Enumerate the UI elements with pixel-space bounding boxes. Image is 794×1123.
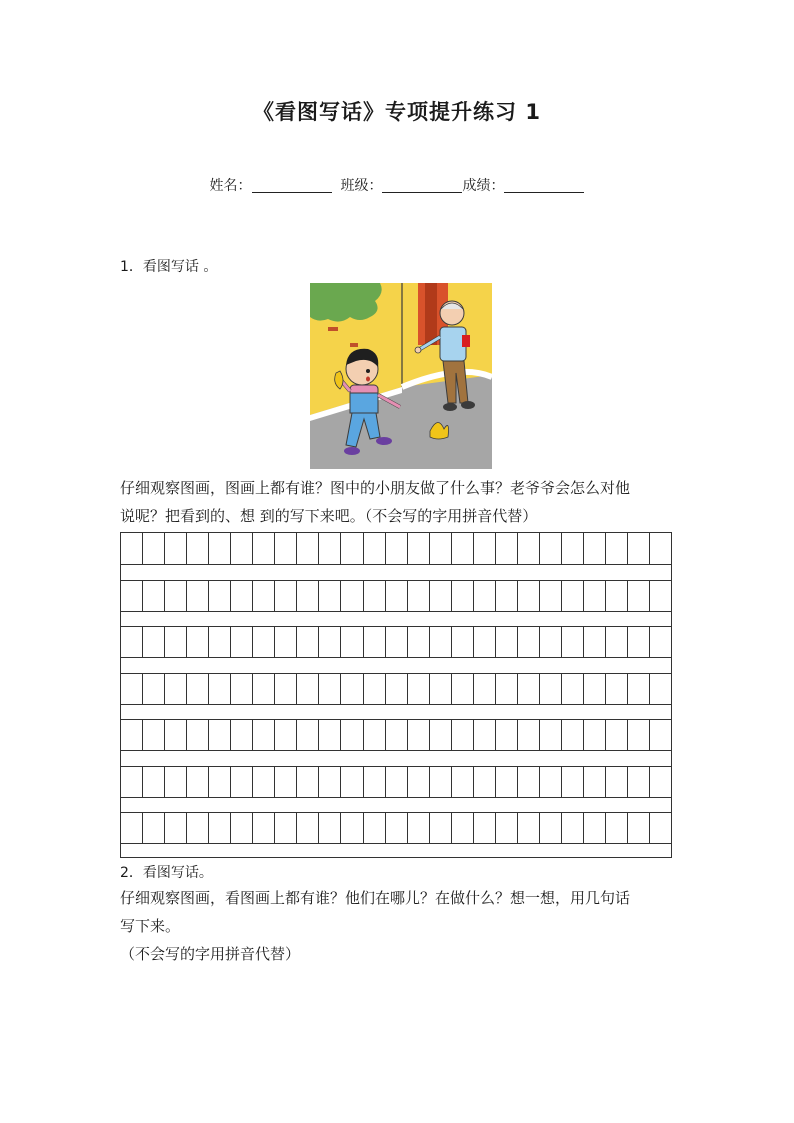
grid-cell[interactable]	[231, 581, 253, 611]
scene-illustration	[310, 283, 492, 469]
grid-cell[interactable]	[319, 674, 341, 704]
grid-cell[interactable]	[628, 627, 650, 657]
grid-cell[interactable]	[584, 720, 606, 750]
grid-cell[interactable]	[143, 627, 165, 657]
grid-cell[interactable]	[121, 627, 143, 657]
grid-cell[interactable]	[231, 627, 253, 657]
grid-cell[interactable]	[165, 581, 187, 611]
grid-cell[interactable]	[253, 720, 275, 750]
grid-cell[interactable]	[452, 767, 474, 797]
grid-cell[interactable]	[562, 533, 584, 564]
grid-cell[interactable]	[518, 813, 540, 843]
grid-cell[interactable]	[386, 533, 408, 564]
grid-cell[interactable]	[518, 720, 540, 750]
grid-cell[interactable]	[496, 767, 518, 797]
grid-cell[interactable]	[209, 813, 231, 843]
grid-cell[interactable]	[496, 627, 518, 657]
class-label: 班级：	[340, 178, 383, 194]
grid-cell[interactable]	[430, 767, 452, 797]
grid-cell[interactable]	[628, 767, 650, 797]
grid-cell[interactable]	[452, 533, 474, 564]
grid-cell[interactable]	[319, 813, 341, 843]
score-label: 成绩：	[462, 178, 505, 194]
grid-cell[interactable]	[628, 720, 650, 750]
grid-cell[interactable]	[584, 813, 606, 843]
grid-cell[interactable]	[606, 767, 628, 797]
prompt-line: 仔细观察图画，图画上都有谁？图中的小朋友做了什么事？老爷爷会怎么对他	[120, 479, 631, 497]
grid-cell[interactable]	[275, 627, 297, 657]
grid-cell[interactable]	[540, 674, 562, 704]
grid-cell[interactable]	[518, 767, 540, 797]
page-title: 《看图写话》专项提升练习 1	[253, 100, 541, 124]
grid-cell[interactable]	[231, 533, 253, 564]
name-field[interactable]	[252, 178, 332, 193]
grid-cell[interactable]	[231, 813, 253, 843]
grid-cell[interactable]	[297, 533, 319, 564]
grid-cell[interactable]	[319, 767, 341, 797]
grid-cell[interactable]	[540, 533, 562, 564]
grid-cell[interactable]	[341, 674, 363, 704]
prompt-line: 仔细观察图画，看图画上都有谁？他们在哪儿？在做什么？想一想，用几句话	[120, 889, 631, 907]
grid-cell[interactable]	[209, 767, 231, 797]
grid-cell[interactable]	[297, 813, 319, 843]
grid-cell[interactable]	[496, 581, 518, 611]
grid-cell[interactable]	[253, 813, 275, 843]
grid-cell[interactable]	[253, 581, 275, 611]
grid-cell[interactable]	[540, 767, 562, 797]
grid-cell[interactable]	[319, 627, 341, 657]
grid-cell[interactable]	[386, 767, 408, 797]
grid-cell[interactable]	[143, 813, 165, 843]
grid-cell[interactable]	[606, 627, 628, 657]
grid-cell[interactable]	[209, 627, 231, 657]
grid-cell[interactable]	[275, 674, 297, 704]
grid-cell[interactable]	[187, 720, 209, 750]
grid-cell[interactable]	[143, 720, 165, 750]
grid-cell[interactable]	[518, 674, 540, 704]
grid-row[interactable]	[121, 580, 671, 612]
grid-cell[interactable]	[253, 533, 275, 564]
grid-cell[interactable]	[474, 720, 496, 750]
grid-cell[interactable]	[584, 674, 606, 704]
grid-cell[interactable]	[319, 720, 341, 750]
grid-cell[interactable]	[121, 533, 143, 564]
grid-cell[interactable]	[275, 581, 297, 611]
grid-cell[interactable]	[606, 533, 628, 564]
grid-cell[interactable]	[341, 813, 363, 843]
grid-cell[interactable]	[364, 674, 386, 704]
grid-cell[interactable]	[540, 813, 562, 843]
grid-cell[interactable]	[231, 767, 253, 797]
prompt-line: 写下来。	[120, 917, 181, 935]
grid-cell[interactable]	[143, 674, 165, 704]
grid-cell[interactable]	[121, 720, 143, 750]
grid-cell[interactable]	[165, 627, 187, 657]
grid-cell[interactable]	[275, 720, 297, 750]
grid-cell[interactable]	[496, 813, 518, 843]
grid-cell[interactable]	[430, 533, 452, 564]
grid-cell[interactable]	[341, 533, 363, 564]
grid-cell[interactable]	[430, 720, 452, 750]
grid-cell[interactable]	[187, 767, 209, 797]
grid-cell[interactable]	[187, 533, 209, 564]
grid-cell[interactable]	[430, 674, 452, 704]
grid-cell[interactable]	[275, 813, 297, 843]
grid-cell[interactable]	[275, 533, 297, 564]
grid-cell[interactable]	[452, 813, 474, 843]
student-info	[0, 175, 794, 195]
grid-cell[interactable]	[408, 581, 430, 611]
question-1-prompt	[120, 474, 680, 530]
grid-cell[interactable]	[650, 813, 671, 843]
grid-cell[interactable]	[562, 581, 584, 611]
grid-cell[interactable]	[341, 767, 363, 797]
grid-cell[interactable]	[364, 533, 386, 564]
grid-cell[interactable]	[496, 533, 518, 564]
grid-cell[interactable]	[121, 813, 143, 843]
class-field[interactable]	[382, 178, 462, 193]
grid-row[interactable]	[121, 812, 671, 844]
question-1-heading: 1．看图写话 。	[120, 259, 218, 275]
grid-cell[interactable]	[209, 581, 231, 611]
grid-cell[interactable]	[408, 767, 430, 797]
grid-cell[interactable]	[562, 767, 584, 797]
grid-cell[interactable]	[584, 533, 606, 564]
grid-cell[interactable]	[650, 581, 671, 611]
grid-cell[interactable]	[165, 720, 187, 750]
grid-cell[interactable]	[562, 674, 584, 704]
grid-cell[interactable]	[231, 720, 253, 750]
grid-cell[interactable]	[562, 720, 584, 750]
grid-cell[interactable]	[121, 581, 143, 611]
grid-cell[interactable]	[496, 720, 518, 750]
grid-cell[interactable]	[275, 767, 297, 797]
grid-cell[interactable]	[121, 674, 143, 704]
grid-cell[interactable]	[452, 720, 474, 750]
grid-cell[interactable]	[408, 813, 430, 843]
grid-cell[interactable]	[165, 767, 187, 797]
grid-cell[interactable]	[319, 533, 341, 564]
grid-cell[interactable]	[187, 581, 209, 611]
grid-cell[interactable]	[341, 581, 363, 611]
grid-cell[interactable]	[253, 627, 275, 657]
grid-cell[interactable]	[364, 767, 386, 797]
grid-cell[interactable]	[474, 627, 496, 657]
grid-cell[interactable]	[408, 627, 430, 657]
grid-cell[interactable]	[297, 581, 319, 611]
tree-foliage	[310, 283, 382, 322]
grid-cell[interactable]	[341, 627, 363, 657]
grid-cell[interactable]	[143, 767, 165, 797]
grid-cell[interactable]	[562, 813, 584, 843]
grid-cell[interactable]	[518, 627, 540, 657]
question-2-prompt	[120, 884, 680, 968]
grid-cell[interactable]	[518, 581, 540, 611]
grid-cell[interactable]	[474, 533, 496, 564]
grid-cell[interactable]	[364, 813, 386, 843]
grid-cell[interactable]	[297, 627, 319, 657]
grid-cell[interactable]	[584, 627, 606, 657]
grid-cell[interactable]	[386, 813, 408, 843]
grid-cell[interactable]	[650, 627, 671, 657]
grid-cell[interactable]	[628, 533, 650, 564]
grid-cell[interactable]	[121, 767, 143, 797]
grid-row[interactable]	[121, 719, 671, 751]
grid-cell[interactable]	[452, 627, 474, 657]
grid-cell[interactable]	[474, 813, 496, 843]
grid-cell[interactable]	[209, 720, 231, 750]
grid-cell[interactable]	[408, 533, 430, 564]
grid-cell[interactable]	[231, 674, 253, 704]
grid-cell[interactable]	[628, 581, 650, 611]
grid-cell[interactable]	[628, 813, 650, 843]
score-field[interactable]	[504, 178, 584, 193]
grid-cell[interactable]	[628, 674, 650, 704]
grid-cell[interactable]	[143, 533, 165, 564]
grid-cell[interactable]	[430, 627, 452, 657]
grid-cell[interactable]	[209, 533, 231, 564]
grid-cell[interactable]	[364, 581, 386, 611]
grid-row[interactable]	[121, 626, 671, 658]
grid-row[interactable]	[121, 673, 671, 705]
grid-cell[interactable]	[650, 720, 671, 750]
grid-cell[interactable]	[386, 674, 408, 704]
grid-cell[interactable]	[430, 813, 452, 843]
grid-cell[interactable]	[540, 627, 562, 657]
grid-cell[interactable]	[584, 581, 606, 611]
grid-cell[interactable]	[165, 533, 187, 564]
name-label: 姓名：	[209, 178, 252, 194]
grid-cell[interactable]	[452, 581, 474, 611]
writing-grid[interactable]	[120, 532, 672, 858]
grid-row[interactable]	[121, 766, 671, 798]
grid-cell[interactable]	[187, 813, 209, 843]
grid-cell[interactable]	[474, 674, 496, 704]
grid-cell[interactable]	[341, 720, 363, 750]
grid-cell[interactable]	[540, 720, 562, 750]
grid-cell[interactable]	[408, 720, 430, 750]
grid-cell[interactable]	[606, 581, 628, 611]
grid-cell[interactable]	[430, 581, 452, 611]
grid-cell[interactable]	[518, 533, 540, 564]
grid-cell[interactable]	[562, 627, 584, 657]
prompt-line: 说呢？把看到的、想 到的写下来吧。（不会写的字用拼音代替）	[120, 507, 538, 525]
grid-cell[interactable]	[452, 674, 474, 704]
red-armband	[462, 335, 470, 347]
grid-cell[interactable]	[253, 767, 275, 797]
grid-cell[interactable]	[187, 674, 209, 704]
grid-cell[interactable]	[650, 533, 671, 564]
question-2-heading: 2．看图写话。	[120, 865, 213, 881]
grid-cell[interactable]	[606, 813, 628, 843]
grid-cell[interactable]	[364, 627, 386, 657]
grid-cell[interactable]	[584, 767, 606, 797]
grid-cell[interactable]	[253, 674, 275, 704]
grid-cell[interactable]	[364, 720, 386, 750]
grid-cell[interactable]	[606, 720, 628, 750]
grid-cell[interactable]	[297, 720, 319, 750]
grid-cell[interactable]	[386, 581, 408, 611]
grid-cell[interactable]	[650, 767, 671, 797]
grid-cell[interactable]	[386, 720, 408, 750]
grid-cell[interactable]	[165, 813, 187, 843]
grid-cell[interactable]	[540, 581, 562, 611]
grid-cell[interactable]	[187, 627, 209, 657]
grid-cell[interactable]	[408, 674, 430, 704]
grid-cell[interactable]	[474, 767, 496, 797]
grid-cell[interactable]	[386, 627, 408, 657]
grid-cell[interactable]	[319, 581, 341, 611]
grid-cell[interactable]	[165, 674, 187, 704]
grid-row[interactable]	[121, 533, 671, 565]
grid-cell[interactable]	[297, 767, 319, 797]
grid-cell[interactable]	[650, 674, 671, 704]
grid-cell[interactable]	[474, 581, 496, 611]
grid-cell[interactable]	[606, 674, 628, 704]
prompt-line: （不会写的字用拼音代替）	[120, 945, 301, 963]
grid-cell[interactable]	[209, 674, 231, 704]
grid-cell[interactable]	[496, 674, 518, 704]
grid-cell[interactable]	[297, 674, 319, 704]
grid-cell[interactable]	[143, 581, 165, 611]
